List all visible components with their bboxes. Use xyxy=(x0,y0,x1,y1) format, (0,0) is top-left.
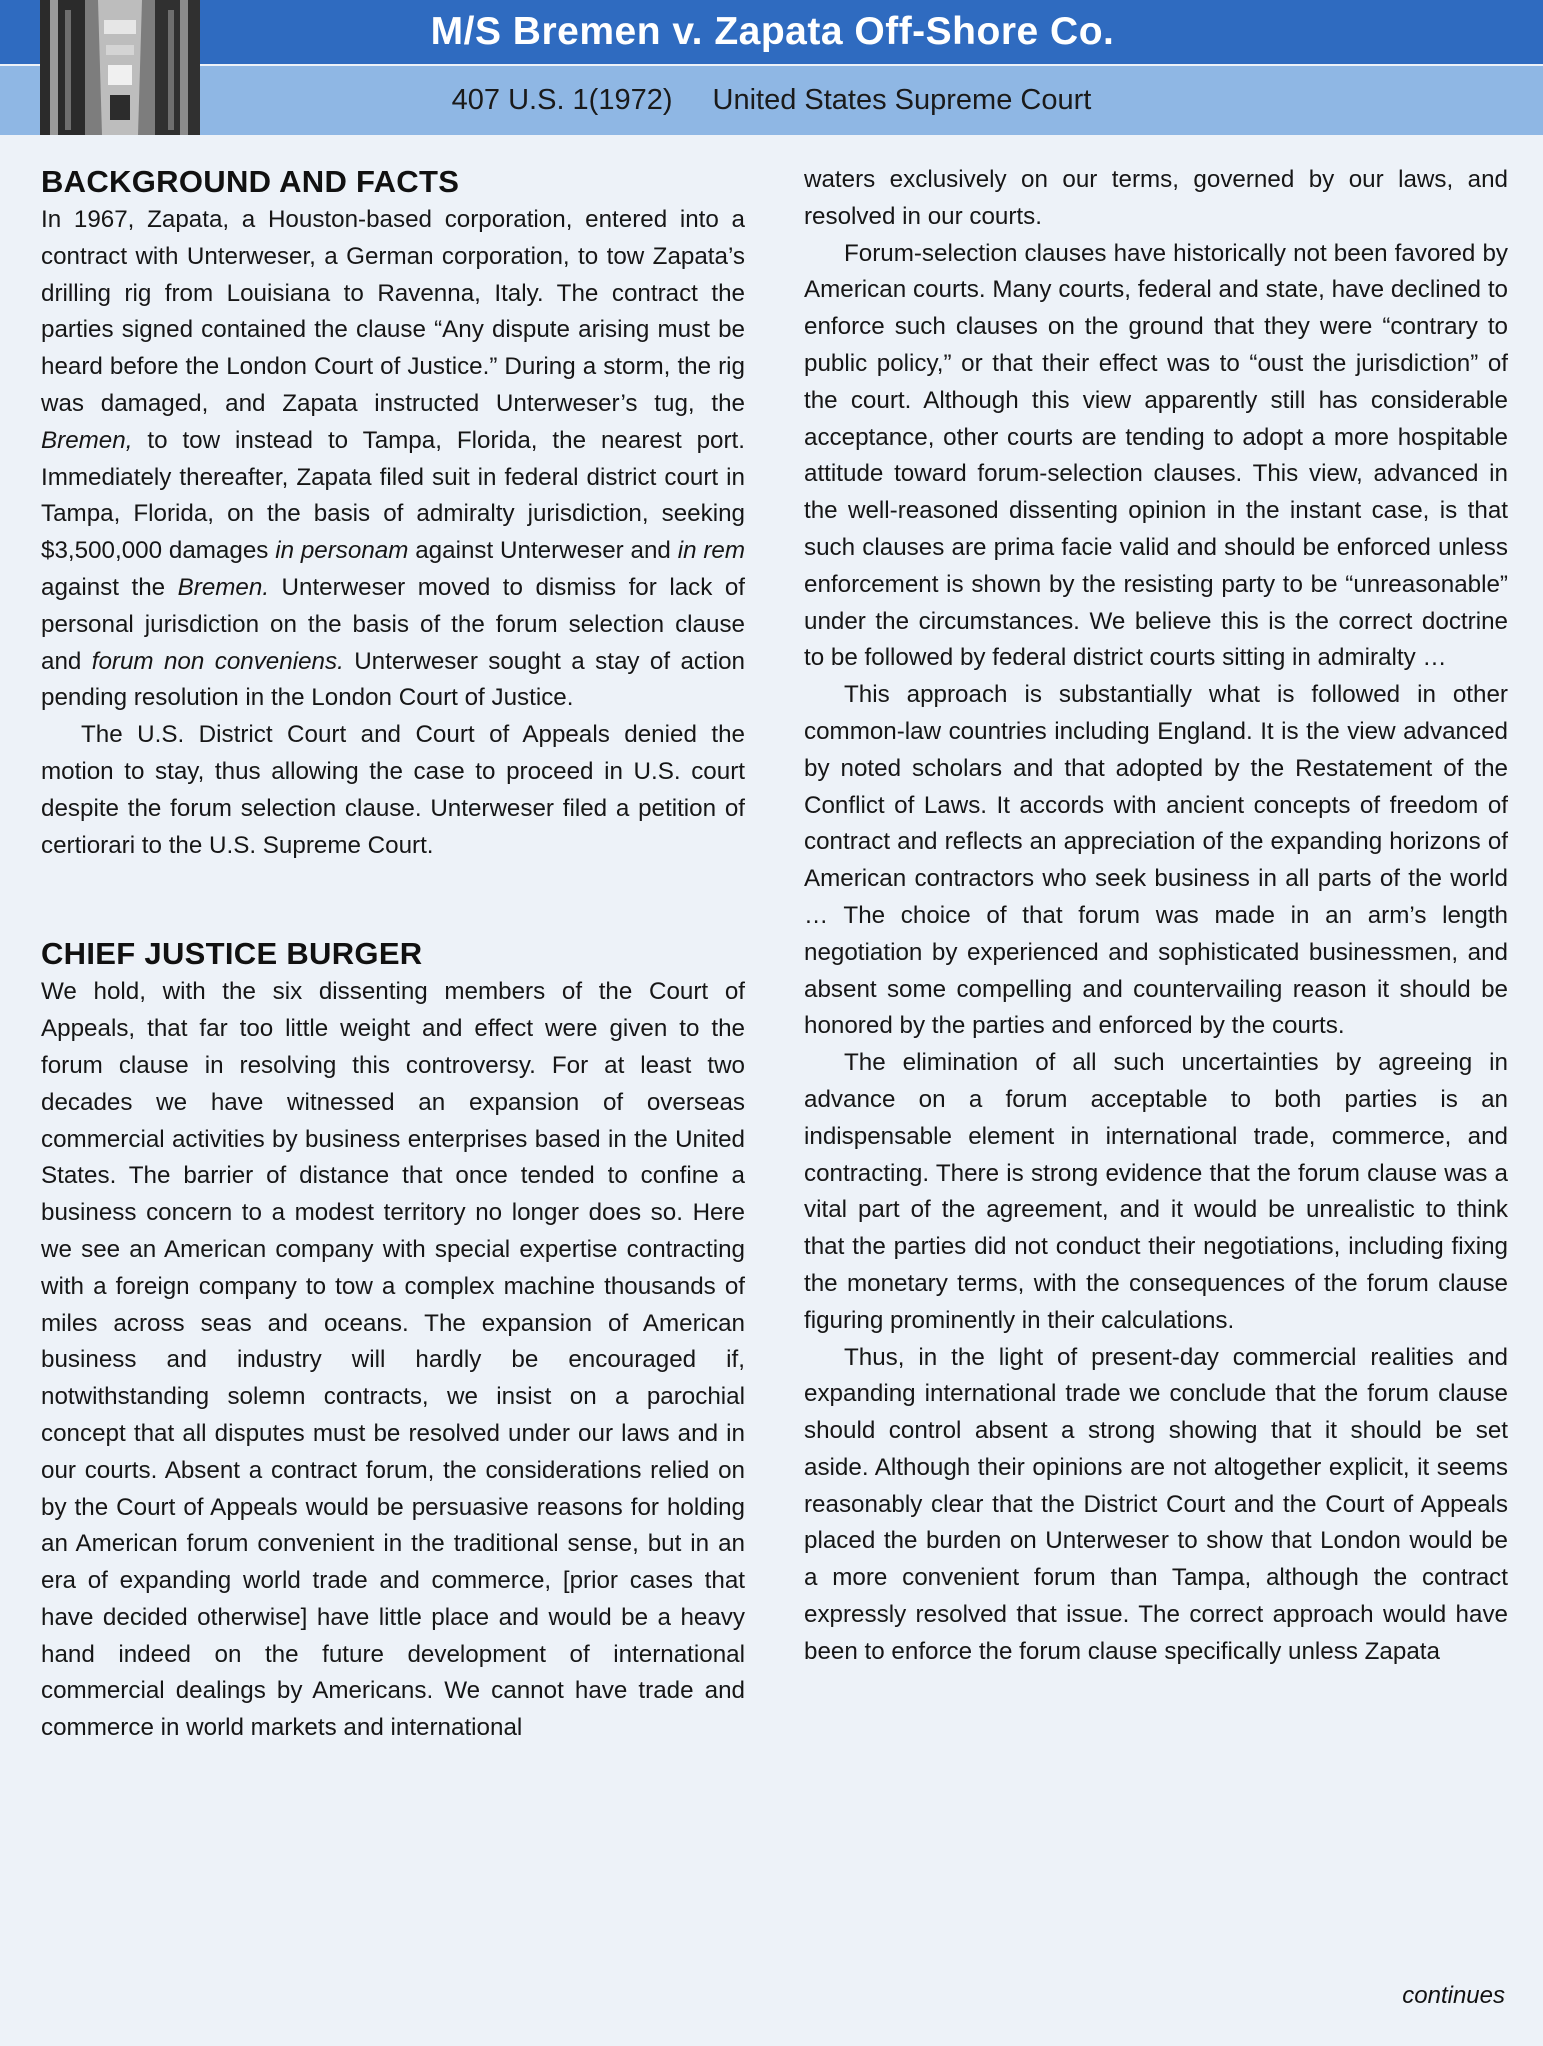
continues-label: continues xyxy=(1402,1982,1505,2009)
forum-selection-paragraph: Forum-selection clauses have historically not been favored by American courts. Many courts, federal and state, have declined to enforce such clauses on the ground that they were “contrary to public policy,” or that their effect was to “oust the jurisdiction” of the court. Although this view apparently still has considerable acceptance, other courts are tending to adopt a more hospitable attitude toward forum-selection clauses. This view, advanced in the well-reasoned dissenting opinion in the instant case, is that such clauses are prima facie valid and should be enforced unless enforcement is shown by the resisting party to be “unreasonable” under the circumstances. We believe this is the correct doctrine to be followed by federal district courts sitting in admiralty … xyxy=(804,239,1508,672)
background-paragraph xyxy=(41,202,745,717)
text-run: against the xyxy=(41,573,178,601)
procedural-history-paragraph: The U.S. District Court and Court of Appeals denied the motion to stay, thus allowing the case to proceed in U.S. court despite the forum selection clause. Unterweser filed a petition of certiorari to the U.S. Supreme Court. xyxy=(41,721,745,859)
background-heading: BACKGROUND AND FACTS xyxy=(41,164,460,199)
conclusion-paragraph: Thus, in the light of present-day commercial realities and expanding international trade we conclude that the forum clause should control absent a strong showing that it should be set aside. Although their opinions are not altogether explicit, it seems reasonably clear that the District Court and the Court of Appeals placed the burden on Unterweser to show that London would be a more convenient forum than Tampa, although the contract expressly resolved that issue. The correct approach would have been to enforce the forum clause specifically unless Zapata xyxy=(804,1343,1508,1665)
italic-term: Bremen. xyxy=(177,573,270,601)
case-citation: 407 U.S. 1(1972) xyxy=(451,84,673,116)
text-run: In 1967, Zapata, a Houston-based corporation, entered into a contract with Unterweser, a German corporation, to tow Zapata’s drilling rig from Louisiana to Ravenna, Italy. The contract the parties signed contained the clause “Any dispute arising must be heard before the London Court of Justice.” During a storm, the rig was damaged, and Zapata instructed Unterweser’s tug, the xyxy=(41,206,745,417)
text-run: to tow instead to Tampa, Florida, the nearest port. Immediately thereafter, Zapata filed suit in federal district court in Tampa, Florida, on the basis of admiralty jurisdiction, seeking $3,500,000 damages xyxy=(41,426,745,565)
case-title-bar xyxy=(0,0,1543,64)
ship-photo xyxy=(40,0,200,135)
opinion-heading: CHIEF JUSTICE BURGER xyxy=(41,936,423,972)
case-citation-bar xyxy=(0,66,1543,135)
right-column xyxy=(804,162,1508,1671)
uncertainties-paragraph: The elimination of all such uncertainties by agreeing in advance on a forum acceptable to both parties is an indispensable element in international trade, commerce, and contracting. There is strong evidence that the forum clause was a vital part of the agreement, and it would be unrealistic to think that the parties did not conduct their negotiations, including fixing the monetary terms, with the consequences of the forum clause figuring prominently in their calculations. xyxy=(804,1049,1508,1334)
italic-term: in rem xyxy=(677,537,746,565)
left-column xyxy=(41,162,745,1747)
opinion-paragraph: We hold, with the six dissenting members of the Court of Appeals, that far too little weight and effect were given to the forum clause in resolving this controversy. For at least two decades we have witnessed an expansion of overseas commercial activities by business enterprises based in the United States. The barrier of distance that once tended to confine a business concern to a modest territory no longer does so. Here we see an American company with special expertise contracting with a foreign company to tow a complex machine thousands of miles across seas and oceans. The expansion of American business and industry will hardly be encouraged if, notwithstanding solemn contracts, we insist on a parochial concept that all disputes must be resolved under our laws and in our courts. Absent a contract forum, the considerations relied on by the Court of Appeals would be persuasive reasons for holding an American forum convenient in the traditional sense, but in an era of expanding world trade and commerce, [prior cases that have decided otherwise] have little place and would be a heavy hand indeed on the future development of international commercial dealings by Americans. We cannot have trade and commerce in world markets and international xyxy=(41,978,745,1742)
text-run: Unterweser moved to dismiss for lack of personal jurisdiction on the basis of the forum selection clause and xyxy=(41,573,745,675)
italic-term: in personam xyxy=(275,537,409,565)
italic-term: Bremen, xyxy=(41,426,133,454)
opinion-continued-paragraph: waters exclusively on our terms, governed by our laws, and resolved in our courts. xyxy=(804,166,1508,230)
italic-term: forum non conveniens. xyxy=(91,647,344,675)
ship-photo-graphic xyxy=(40,0,200,135)
case-title: M/S Bremen v. Zapata Off-Shore Co. xyxy=(430,10,1115,53)
common-law-paragraph: This approach is substantially what is followed in other common-law countries including England. It is the view advanced by noted scholars and that adopted by the Restatement of the Conflict of Laws. It accords with ancient concepts of freedom of contract and reflects an appreciation of the expanding horizons of American contractors who seek business in all parts of the world … The choice of that forum was made in an arm’s length negotiation by experienced and sophisticated businessmen, and absent some compelling and countervailing reason it should be honored by the parties and enforced by the courts. xyxy=(804,681,1508,1040)
text-run: against Unterweser and xyxy=(408,537,678,565)
case-header xyxy=(0,0,1543,135)
text-run: Unterweser sought a stay of action pending resolution in the London Court of Justice. xyxy=(41,647,745,712)
court-name: United States Supreme Court xyxy=(712,84,1092,116)
